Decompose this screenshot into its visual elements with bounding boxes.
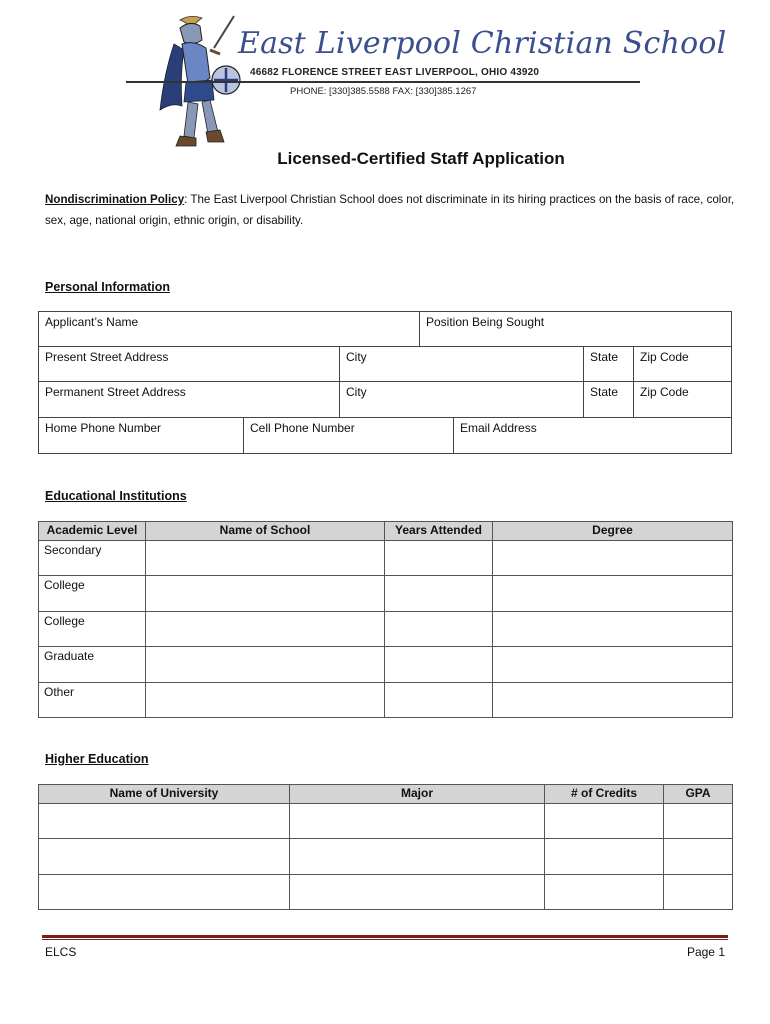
major-cell[interactable]: [290, 875, 545, 910]
col-degree: Degree: [493, 522, 733, 541]
table-row: [39, 875, 733, 910]
header-rule: [126, 81, 640, 83]
present-street-field[interactable]: [38, 346, 340, 382]
credits-cell[interactable]: [545, 804, 664, 839]
email-label: Email Address: [460, 421, 537, 435]
table-row: [39, 576, 733, 612]
gpa-cell[interactable]: [664, 839, 733, 875]
col-major: Major: [290, 785, 545, 804]
present-street-label: Present Street Address: [45, 350, 169, 364]
permanent-zip-label: Zip Code: [640, 385, 689, 399]
applicant-name-field[interactable]: [38, 311, 420, 347]
home-phone-field[interactable]: [38, 417, 244, 454]
permanent-state-label: State: [590, 385, 619, 399]
footer-rule: [42, 935, 728, 938]
degree-cell[interactable]: [493, 612, 733, 647]
table-row: [39, 612, 733, 647]
cell-phone-field[interactable]: [243, 417, 454, 454]
school-name: East Liverpool Christian School: [238, 26, 727, 61]
email-field[interactable]: [453, 417, 732, 454]
higher-education-table: [38, 784, 733, 910]
col-gpa: GPA: [664, 785, 733, 804]
school-phone: PHONE: [330]385.5588 FAX: [330]385.1267: [290, 86, 477, 97]
school-name-cell[interactable]: [146, 647, 385, 683]
school-name-cell[interactable]: [146, 683, 385, 718]
permanent-street-label: Permanent Street Address: [45, 385, 186, 399]
academic-level-cell: Graduate: [39, 647, 146, 683]
degree-cell[interactable]: [493, 576, 733, 612]
education-heading: Educational Institutions: [45, 489, 187, 503]
present-state-field[interactable]: [583, 346, 634, 382]
permanent-state-field[interactable]: [583, 381, 634, 418]
footer-rule-thin: [42, 939, 728, 940]
cell-phone-label: Cell Phone Number: [250, 421, 355, 435]
personal-info-heading: Personal Information: [45, 280, 171, 294]
major-cell[interactable]: [290, 804, 545, 839]
higher-education-heading: Higher Education: [45, 752, 149, 766]
table-row: [39, 541, 733, 576]
years-attended-cell[interactable]: [385, 541, 493, 576]
gpa-cell[interactable]: [664, 804, 733, 839]
degree-cell[interactable]: [493, 683, 733, 718]
position-label: Position Being Sought: [426, 315, 545, 329]
position-field[interactable]: [419, 311, 732, 347]
table-row: [39, 647, 733, 683]
years-attended-cell[interactable]: [385, 612, 493, 647]
col-name-of-university: Name of University: [39, 785, 290, 804]
col-credits: # of Credits: [545, 785, 664, 804]
education-table: [38, 521, 733, 718]
credits-cell[interactable]: [545, 875, 664, 910]
col-name-of-school: Name of School: [146, 522, 385, 541]
gpa-cell[interactable]: [664, 875, 733, 910]
years-attended-cell[interactable]: [385, 576, 493, 612]
permanent-city-field[interactable]: [339, 381, 584, 418]
applicant-name-label: Applicant’s Name: [45, 315, 139, 329]
present-state-label: State: [590, 350, 619, 364]
school-address: 46682 FLORENCE STREET EAST LIVERPOOL, OHIO 43920: [250, 67, 540, 78]
knight-mascot-icon: [150, 14, 242, 154]
university-cell[interactable]: [39, 875, 290, 910]
table-row: [39, 804, 733, 839]
academic-level-cell: College: [39, 612, 146, 647]
present-zip-label: Zip Code: [640, 350, 689, 364]
school-name-cell[interactable]: [146, 541, 385, 576]
nondiscrimination-policy: [45, 189, 735, 231]
academic-level-cell: College: [39, 576, 146, 612]
page-title: Licensed-Certified Staff Application: [277, 149, 565, 168]
present-city-field[interactable]: [339, 346, 584, 382]
school-name-cell[interactable]: [146, 576, 385, 612]
col-years-attended: Years Attended: [385, 522, 493, 541]
university-cell[interactable]: [39, 839, 290, 875]
academic-level-cell: Secondary: [39, 541, 146, 576]
policy-label: Nondiscrimination Policy: [45, 193, 185, 206]
home-phone-label: Home Phone Number: [45, 421, 162, 435]
permanent-street-field[interactable]: [38, 381, 340, 418]
col-academic-level: Academic Level: [39, 522, 146, 541]
table-row: [39, 683, 733, 718]
page-number: Page 1: [686, 945, 725, 959]
present-city-label: City: [346, 350, 367, 364]
permanent-city-label: City: [346, 385, 367, 399]
present-zip-field[interactable]: [633, 346, 732, 382]
degree-cell[interactable]: [493, 541, 733, 576]
policy-text: : The East Liverpool Christian School does not discriminate in its hiring practices on the basis of race, color, sex, age, national origin, ethnic origin, or disability.: [45, 193, 735, 227]
university-cell[interactable]: [39, 804, 290, 839]
major-cell[interactable]: [290, 839, 545, 875]
degree-cell[interactable]: [493, 647, 733, 683]
school-name-cell[interactable]: [146, 612, 385, 647]
years-attended-cell[interactable]: [385, 647, 493, 683]
table-row: [39, 839, 733, 875]
years-attended-cell[interactable]: [385, 683, 493, 718]
footer-org: ELCS: [45, 945, 77, 959]
permanent-zip-field[interactable]: [633, 381, 732, 418]
credits-cell[interactable]: [545, 839, 664, 875]
academic-level-cell: Other: [39, 683, 146, 718]
